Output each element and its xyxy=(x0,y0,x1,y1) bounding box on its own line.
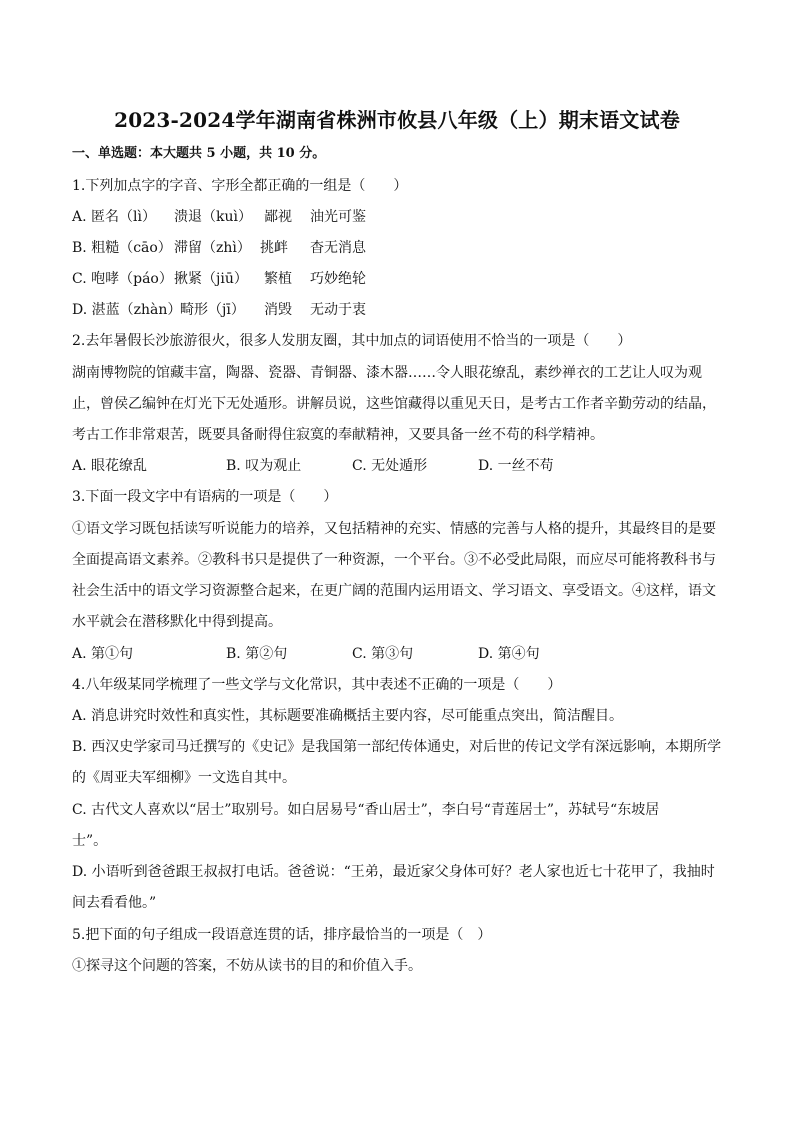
q1-a-item-4: 油光可鉴 xyxy=(310,209,366,225)
q1-d-item-2: 畸形（jī） xyxy=(180,302,245,318)
q1-b-item-1: B. 粗糙（cāo） xyxy=(72,240,172,256)
q1-c-item-1: C. 咆哮（páo） xyxy=(72,271,173,287)
q4-option-d-line-2: 间去看看他。” xyxy=(72,895,157,911)
section-heading: 一、单选题：本大题共 5 小题，共 10 分。 xyxy=(72,146,326,161)
q1-d-item-4: 无动于衷 xyxy=(310,302,366,318)
q1-c-item-4: 巧妙绝轮 xyxy=(310,271,366,287)
q1-b-item-2: 滞留（zhì） xyxy=(174,240,251,256)
question-4-stem: 4.八年级某同学梳理了一些文学与文化常识，其中表述不正确的一项是（ ） xyxy=(72,677,562,693)
q1-a-item-2: 溃退（kuì） xyxy=(174,209,252,225)
q1-b-item-3: 挑衅 xyxy=(260,240,288,256)
q4-option-b-line-2: 的《周亚夫军细柳》一文选自其中。 xyxy=(72,770,296,786)
q3-passage-line-2: 全面提高语文素养。②教科书只是提供了一种资源，一个平台。③不必受此局限，而应尽可能将教科书与 xyxy=(72,552,716,568)
q3-option-b: B. 第②句 xyxy=(226,646,288,662)
q2-passage-line-2: 止，曾侯乙编钟在灯光下无处遁形。讲解员说，这些馆藏得以重见天日，是考古工作者辛勤劳动的结晶， xyxy=(72,396,716,412)
q3-passage-line-1: ①语文学习既包括读写听说能力的培养，又包括精神的充实、情感的完善与人格的提升，其最终目的是要 xyxy=(72,521,716,537)
q1-c-item-2: 揪紧（jiū） xyxy=(174,271,248,287)
question-5-stem: 5.把下面的句子组成一段语意连贯的话，排序最恰当的一项是（ ） xyxy=(72,927,492,943)
q4-option-c-line-1: C. 古代文人喜欢以“居士”取别号。如白居易号“香山居士”，李白号“青莲居士”，苏轼号“东坡居 xyxy=(72,802,660,818)
exam-title: 2023-2024学年湖南省株洲市攸县八年级（上）期末语文试卷 xyxy=(114,108,680,132)
q2-option-d: D. 一丝不苟 xyxy=(478,458,554,474)
q4-option-d-line-1: D. 小语听到爸爸跟王叔叔打电话。爸爸说：“王弟，最近家父身体可好？老人家也近七十花甲了，我抽时 xyxy=(72,864,715,880)
q2-option-c: C. 无处遁形 xyxy=(352,458,428,474)
q4-option-c-line-2: 士”。 xyxy=(72,833,108,849)
question-2-stem: 2.去年暑假长沙旅游很火，很多人发朋友圈，其中加点的词语使用不恰当的一项是（ ） xyxy=(72,333,632,349)
q5-sentence-1: ①探寻这个问题的答案，不妨从读书的目的和价值入手。 xyxy=(72,958,422,974)
q1-d-item-1: D. 湛蓝（zhàn） xyxy=(72,302,182,318)
q3-option-d: D. 第④句 xyxy=(478,646,540,662)
q2-option-b: B. 叹为观止 xyxy=(226,458,302,474)
q2-passage-line-3: 考古工作非常艰苦，既要具备耐得住寂寞的奉献精神，又要具备一丝不苟的科学精神。 xyxy=(72,427,604,443)
q1-c-item-3: 繁植 xyxy=(264,271,292,287)
q3-option-c: C. 第③句 xyxy=(352,646,414,662)
q1-a-item-1: A. 匿名（lì） xyxy=(72,209,156,225)
question-3-stem: 3.下面一段文字中有语病的一项是（ ） xyxy=(72,489,338,505)
q4-option-b-line-1: B. 西汉史学家司马迁撰写的《史记》是我国第一部纪传体通史，对后世的传记文学有深远影响，本期所学 xyxy=(72,739,722,755)
q3-passage-line-4: 水平就会在潜移默化中得到提高。 xyxy=(72,614,282,630)
q1-a-item-3: 鄙视 xyxy=(264,209,292,225)
q1-d-item-3: 消毁 xyxy=(264,302,292,318)
q2-passage-line-1: 湖南博物院的馆藏丰富，陶器、瓷器、青铜器、漆木器……令人眼花缭乱，素纱禅衣的工艺让人叹为观 xyxy=(72,365,702,381)
q1-b-item-4: 杳无消息 xyxy=(310,240,366,256)
q4-option-a: A. 消息讲究时效性和真实性，其标题要准确概括主要内容，尽可能重点突出，简洁醒目。 xyxy=(72,708,624,724)
q3-option-a: A. 第①句 xyxy=(72,646,134,662)
question-1-stem: 1.下列加点字的字音、字形全都正确的一组是（ ） xyxy=(72,178,408,194)
q3-passage-line-3: 社会生活中的语文学习资源整合起来，在更广阔的范围内运用语文、学习语文、享受语文。④这样，语文 xyxy=(72,583,716,599)
q2-option-a: A. 眼花缭乱 xyxy=(72,458,148,474)
